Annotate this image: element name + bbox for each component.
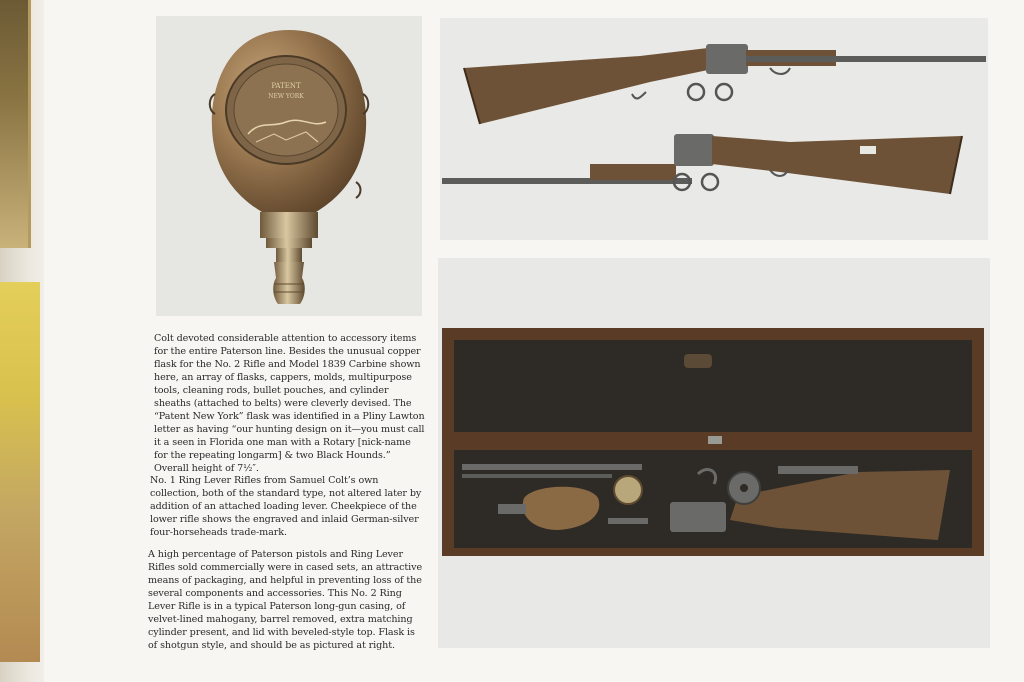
previous-page-photo-top	[0, 0, 31, 248]
previous-page-photo-bottom	[0, 282, 40, 662]
caption-rifles: No. 1 Ring Lever Rifles from Samuel Colt’s own collection, both of the standard type, not altered later by addition of an attached loading lever. Cheekpiece of the lower rifle shows the engraved and inlaid German-silver four-horseheads trade-mark.	[150, 475, 422, 538]
horseheads-trademark-inlay	[860, 146, 876, 154]
two-rifles-illustration	[440, 18, 988, 240]
medallion-text-top: PATENT	[271, 82, 301, 90]
powder-flask-illustration	[156, 16, 422, 316]
caption-flask: Colt devoted considerable attention to accessory items for the entire Paterson line. Besides the unusual copper flask for the No. 2 Rifle and Model 1839 Carbine shown here, an array of flasks, cappers, molds, multipurpose tools, cleaning rods, bullet pouches, and cylinder sheaths (attached to belts) were cleverly devised. The “Patent New York” flask was identified in a Pliny Lawton letter as having “our hunting design on it—you must call it a seen in Florida one man with a Rotary [nick-name for the repeating longarm] & two Black Hounds.” Overall height of 7½″.	[154, 333, 425, 474]
cased-rifle-set-photo	[438, 258, 990, 648]
medallion-text-bottom: NEW YORK	[268, 93, 304, 100]
flask-photo	[156, 16, 422, 316]
ring-lever-rifles-photo	[440, 18, 988, 240]
cased-set-illustration	[438, 258, 990, 648]
book-page	[44, 0, 1024, 682]
caption-cased-set: A high percentage of Paterson pistols and Ring Lever Rifles sold commercially were in cased sets, an attractive means of packaging, and helpful in preventing loss of the several components and accessories. This No. 2 Ring Lever Rifle is in a typical Paterson long-gun casing, of velvet-lined mahogany, barrel removed, extra matching cylinder present, and lid with beveled-style top. Flask is of shotgun style, and should be as pictured at right.	[148, 549, 423, 651]
